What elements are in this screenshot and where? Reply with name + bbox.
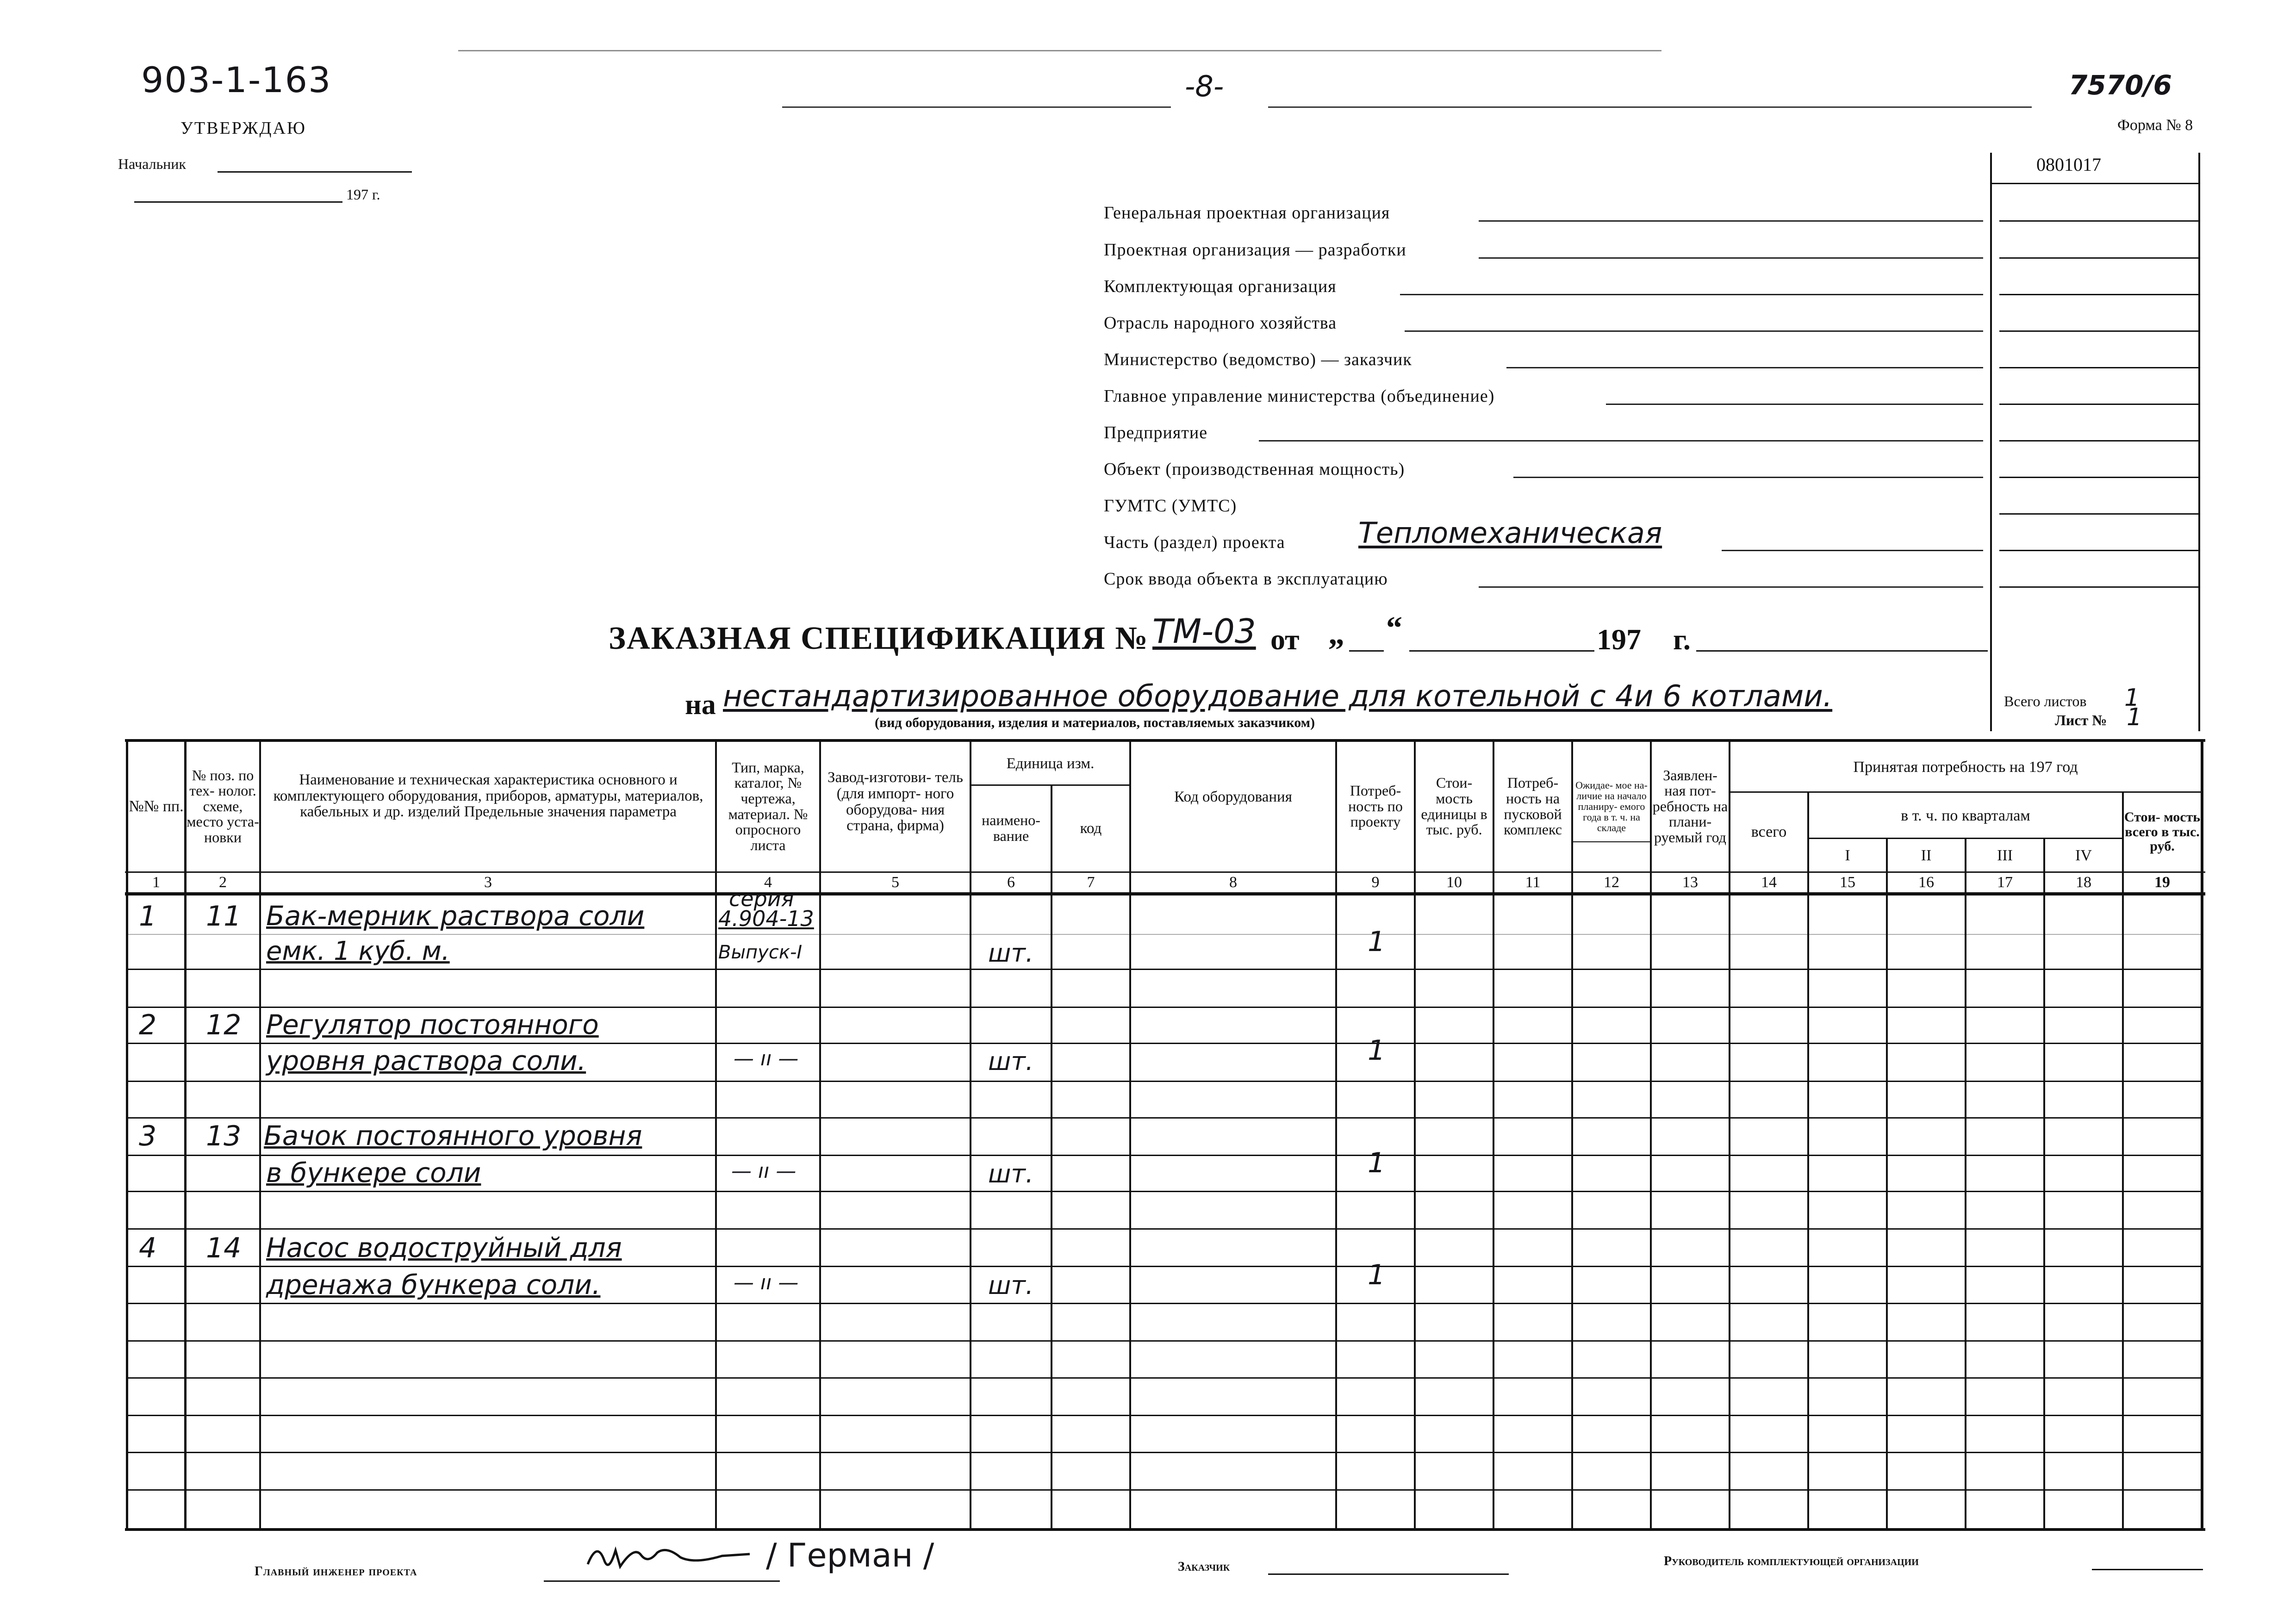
colnum-4: 4 [764,874,772,891]
top-rule [458,50,1661,51]
spec-year-suffix: г. [1673,623,1691,656]
accepted-subline [1729,791,2203,793]
col-line-6 [1051,784,1052,1530]
spec-quote-close: “ [1386,610,1402,646]
row4-type: — ıı — [734,1271,799,1294]
hdr-unit-cost: Стои- мость единицы в тыс. руб. [1421,774,1487,838]
footer-supplier-line [2092,1569,2203,1570]
row-line-3 [128,1043,2202,1044]
field-design-org-line [1479,257,1983,259]
subject-text: нестандартизированное оборудование для котельной с 4и 6 котлами. [723,679,1833,714]
colnum-12: 12 [1604,874,1619,891]
field-enterprise-line [1259,440,1983,442]
unit-subline [970,784,1129,786]
field-deadline: Срок ввода объекта в эксплуатацию [1104,569,1388,589]
field-industry-line [1405,330,1983,332]
row-line-4 [128,1081,2202,1082]
spec-number: ТМ-03 [1152,612,1256,651]
colnum-14: 14 [1761,874,1777,891]
hdr-total-cost: Стои- мость всего в тыс. руб. [2124,809,2201,854]
row1-type-1: серия [729,886,794,911]
hdr-unit-name: наимено- вание [982,812,1040,844]
okud-code: 0801017 [2036,154,2101,175]
row3-unit: шт. [988,1159,1034,1188]
spec-from: от [1270,623,1300,656]
row1-name-2: емк. 1 куб. м. [266,936,450,966]
code-row-0 [1990,183,2200,184]
hdr-declared-need: Заявлен- ная пот- ребность на плани- руемый год [1652,766,1728,846]
row3-name-2: в бункере соли [266,1157,481,1188]
spec-day-line [1349,650,1384,652]
code-row-3 [1999,294,2198,295]
colnum-9: 9 [1371,874,1380,891]
col-line-2 [259,739,261,1530]
hdr-expected-stock: Ожидае- мое на- личие на начало планиру- емого года в т. ч. на складе [1575,779,1648,834]
row1-name-1: Бак-мерник раствора соли [266,900,645,932]
code-row-6 [1999,404,2198,405]
colnum-11: 11 [1525,874,1541,891]
row-line-8 [128,1228,2202,1230]
header-bottom [125,892,2205,895]
row-line-12 [128,1377,2202,1379]
hdr-unit-code: код [1080,820,1102,837]
col-line-7 [1129,739,1131,1530]
colnum-13: 13 [1682,874,1698,891]
chief-line [218,171,412,173]
spec-year: 197 [1597,623,1641,656]
hdr-q3: III [1997,847,2013,864]
footer-supplier-label: Руководитель комплектующей организации [1664,1554,1919,1568]
sheet-label: Лист № [2055,712,2107,728]
subject-na: на [685,689,716,721]
code-row-1 [1999,220,2198,222]
spec-month-line [1409,650,1594,652]
field-main-dept: Главное управление министерства (объединение) [1104,386,1495,406]
row3-number: 3 [139,1120,157,1152]
row3-position: 13 [206,1120,242,1152]
row-line-15 [128,1489,2202,1491]
footer-engineer-label: Главный инженер проекта [255,1564,417,1579]
row1-type-2: 4.904-13 [718,906,814,931]
field-general-org: Генеральная проектная организация [1104,203,1390,223]
row-line-14 [128,1452,2202,1453]
field-design-org: Проектная организация — разработки [1104,240,1406,260]
spec-tail-line [1696,650,1988,652]
field-main-dept-line [1606,404,1983,405]
code-row-7 [1999,440,2198,442]
hdr-unit: Единица изм. [1006,755,1095,772]
row1-number: 1 [139,900,157,933]
hdr-name: Наименование и техническая характеристика основного и комплектующего оборудования, приборов, арматуры, материалов, кабельных и др. изделий Предельные значения параметра [273,771,703,821]
code-box-left [1990,153,1992,731]
colnum-3: 3 [484,874,492,891]
field-project-part-value: Тепломеханическая [1358,516,1662,550]
code-row-9 [1999,513,2198,515]
colnum-15: 15 [1840,874,1855,891]
code-row-5 [1999,367,2198,368]
date-line [134,201,342,203]
row-line-9 [128,1266,2202,1267]
row-line-7 [128,1191,2202,1192]
colnum-18: 18 [2076,874,2091,891]
hdr-q4: IV [2075,847,2092,864]
hdr-startup-need: Потреб- ность на пусковой комплекс [1504,774,1562,838]
footer-customer-line [1268,1573,1509,1575]
sheets-total-label: Всего листов [2004,693,2087,709]
row4-name-2: дренажа бункера соли. [266,1269,601,1300]
row-line-5 [128,1117,2202,1119]
doc-number: 903-1-163 [141,59,332,100]
col-line-18 [2122,791,2124,1530]
code-box-right [2198,153,2200,731]
hdr-total: всего [1751,823,1787,840]
field-enterprise: Предприятие [1104,423,1208,442]
engineer-signature [583,1532,759,1578]
spec-title-prefix: ЗАКАЗНАЯ СПЕЦИФИКАЦИЯ № [609,621,1149,656]
row-line-6 [128,1155,2202,1156]
colnum-19: 19 [2154,874,2170,891]
row4-number: 4 [139,1232,157,1264]
field-ministry-line [1506,367,1983,368]
hdr-position: № поз. по тех- нолог. схеме, место уста- новки [187,766,259,846]
field-supply-org-line [1400,294,1983,295]
field-gumts: ГУМТС (УМТС) [1104,496,1237,516]
colnum-5: 5 [891,874,899,891]
approve-label: УТВЕРЖДАЮ [180,118,306,138]
code-row-8 [1999,477,2198,478]
hdr-manufacturer: Завод-изготови- тель (для импорт- ного оборудова- ния страна, фирма) [828,769,963,834]
col-line-16 [1965,838,1966,1530]
field-ministry: Министерство (ведомство) — заказчик [1104,350,1412,369]
field-supply-org: Комплектующая организация [1104,277,1337,296]
sheet-value: 1 [2127,703,2142,731]
col-line-14 [1807,791,1809,1530]
colnum-2: 2 [219,874,227,891]
code-row-2 [1999,257,2198,259]
row4-quantity: 1 [1368,1259,1386,1291]
hdr-type: Тип, марка, каталог, № чертежа, материал. № опросного листа [728,759,808,853]
approve-year: 197 г. [346,186,380,203]
row-line-1 [128,969,2202,970]
row-line-13 [128,1415,2202,1416]
code-row-4 [1999,330,2198,332]
hdr-number: №№ пп. [129,797,184,815]
row4-name-1: Насос водоструйный для [266,1232,622,1263]
row3-quantity: 1 [1368,1147,1386,1179]
top-rule-2 [782,106,1171,108]
footer-customer-label: Заказчик [1178,1560,1230,1574]
table-bottom [125,1528,2205,1531]
footer-engineer-line [544,1580,780,1582]
row1-unit: шт. [988,939,1034,968]
row1-quantity: 1 [1368,926,1386,958]
row3-type: — ıı — [731,1159,796,1183]
col-line-17 [2043,838,2045,1530]
hdr-q2: II [1921,847,1932,864]
field-deadline-line [1479,586,1983,588]
subject-caption: (вид оборудования, изделия и материалов, поставляемых заказчиком) [875,715,1315,730]
row-line-11 [128,1340,2202,1342]
row2-unit: шт. [988,1047,1034,1076]
row3-name-1: Бачок постоянного уровня [264,1120,642,1151]
field-object-line [1513,477,1983,478]
hdr-accepted-need: Принятая потребность на 197 год [1853,758,2078,776]
quarter-subline [1807,838,2122,839]
colnum-8: 8 [1229,874,1237,891]
field-general-org-line [1479,220,1983,222]
page-number: -8- [1185,69,1224,103]
row4-position: 14 [206,1232,242,1264]
field-object: Объект (производственная мощность) [1104,460,1405,479]
row-line-10 [128,1303,2202,1304]
spec-quote-open: „ [1328,616,1344,652]
col-line-15 [1886,838,1888,1530]
row2-name-1: Регулятор постоянного [266,1009,599,1040]
table-top [125,739,2205,742]
row2-number: 2 [139,1009,157,1041]
row1-type-3: Выпуск-I [718,942,803,963]
colnum-17: 17 [1997,874,2013,891]
sheets-total-value: 1 [2124,684,2140,712]
row-gap-1 [128,934,2202,935]
colnum-6: 6 [1007,874,1015,891]
field-project-part: Часть (раздел) проекта [1104,533,1285,552]
footer-signature-name: / Герман / [766,1536,934,1574]
top-rule-3 [1268,106,2032,108]
col-line-19 [2201,739,2203,1530]
field-industry: Отрасль народного хозяйства [1104,313,1337,333]
hdr-need: Потреб- ность по проекту [1348,782,1403,830]
row2-name-2: уровня раствора соли. [266,1045,586,1076]
colnum-7: 7 [1087,874,1095,891]
row4-unit: шт. [988,1271,1034,1300]
row1-position: 11 [206,900,242,933]
code-row-11 [1999,586,2198,588]
row-line-2 [128,1007,2202,1008]
field-project-part-line [1722,550,1983,551]
chief-label: Начальник [118,155,186,172]
colnum-10: 10 [1446,874,1462,891]
hdr-equipment-code: Код оборудования [1174,789,1292,806]
row2-quantity: 1 [1368,1034,1386,1067]
row2-type: — ıı — [734,1047,799,1070]
sheet-code: 7570/6 [2069,69,2172,101]
form-number: Форма № 8 [2117,117,2193,134]
hdr-quarters: в т. ч. по кварталам [1901,807,2030,824]
row2-position: 12 [206,1009,242,1041]
colnum-1: 1 [152,874,160,891]
hdr-q1: I [1845,847,1850,864]
colnum-16: 16 [1918,874,1934,891]
code-row-10 [1999,550,2198,551]
